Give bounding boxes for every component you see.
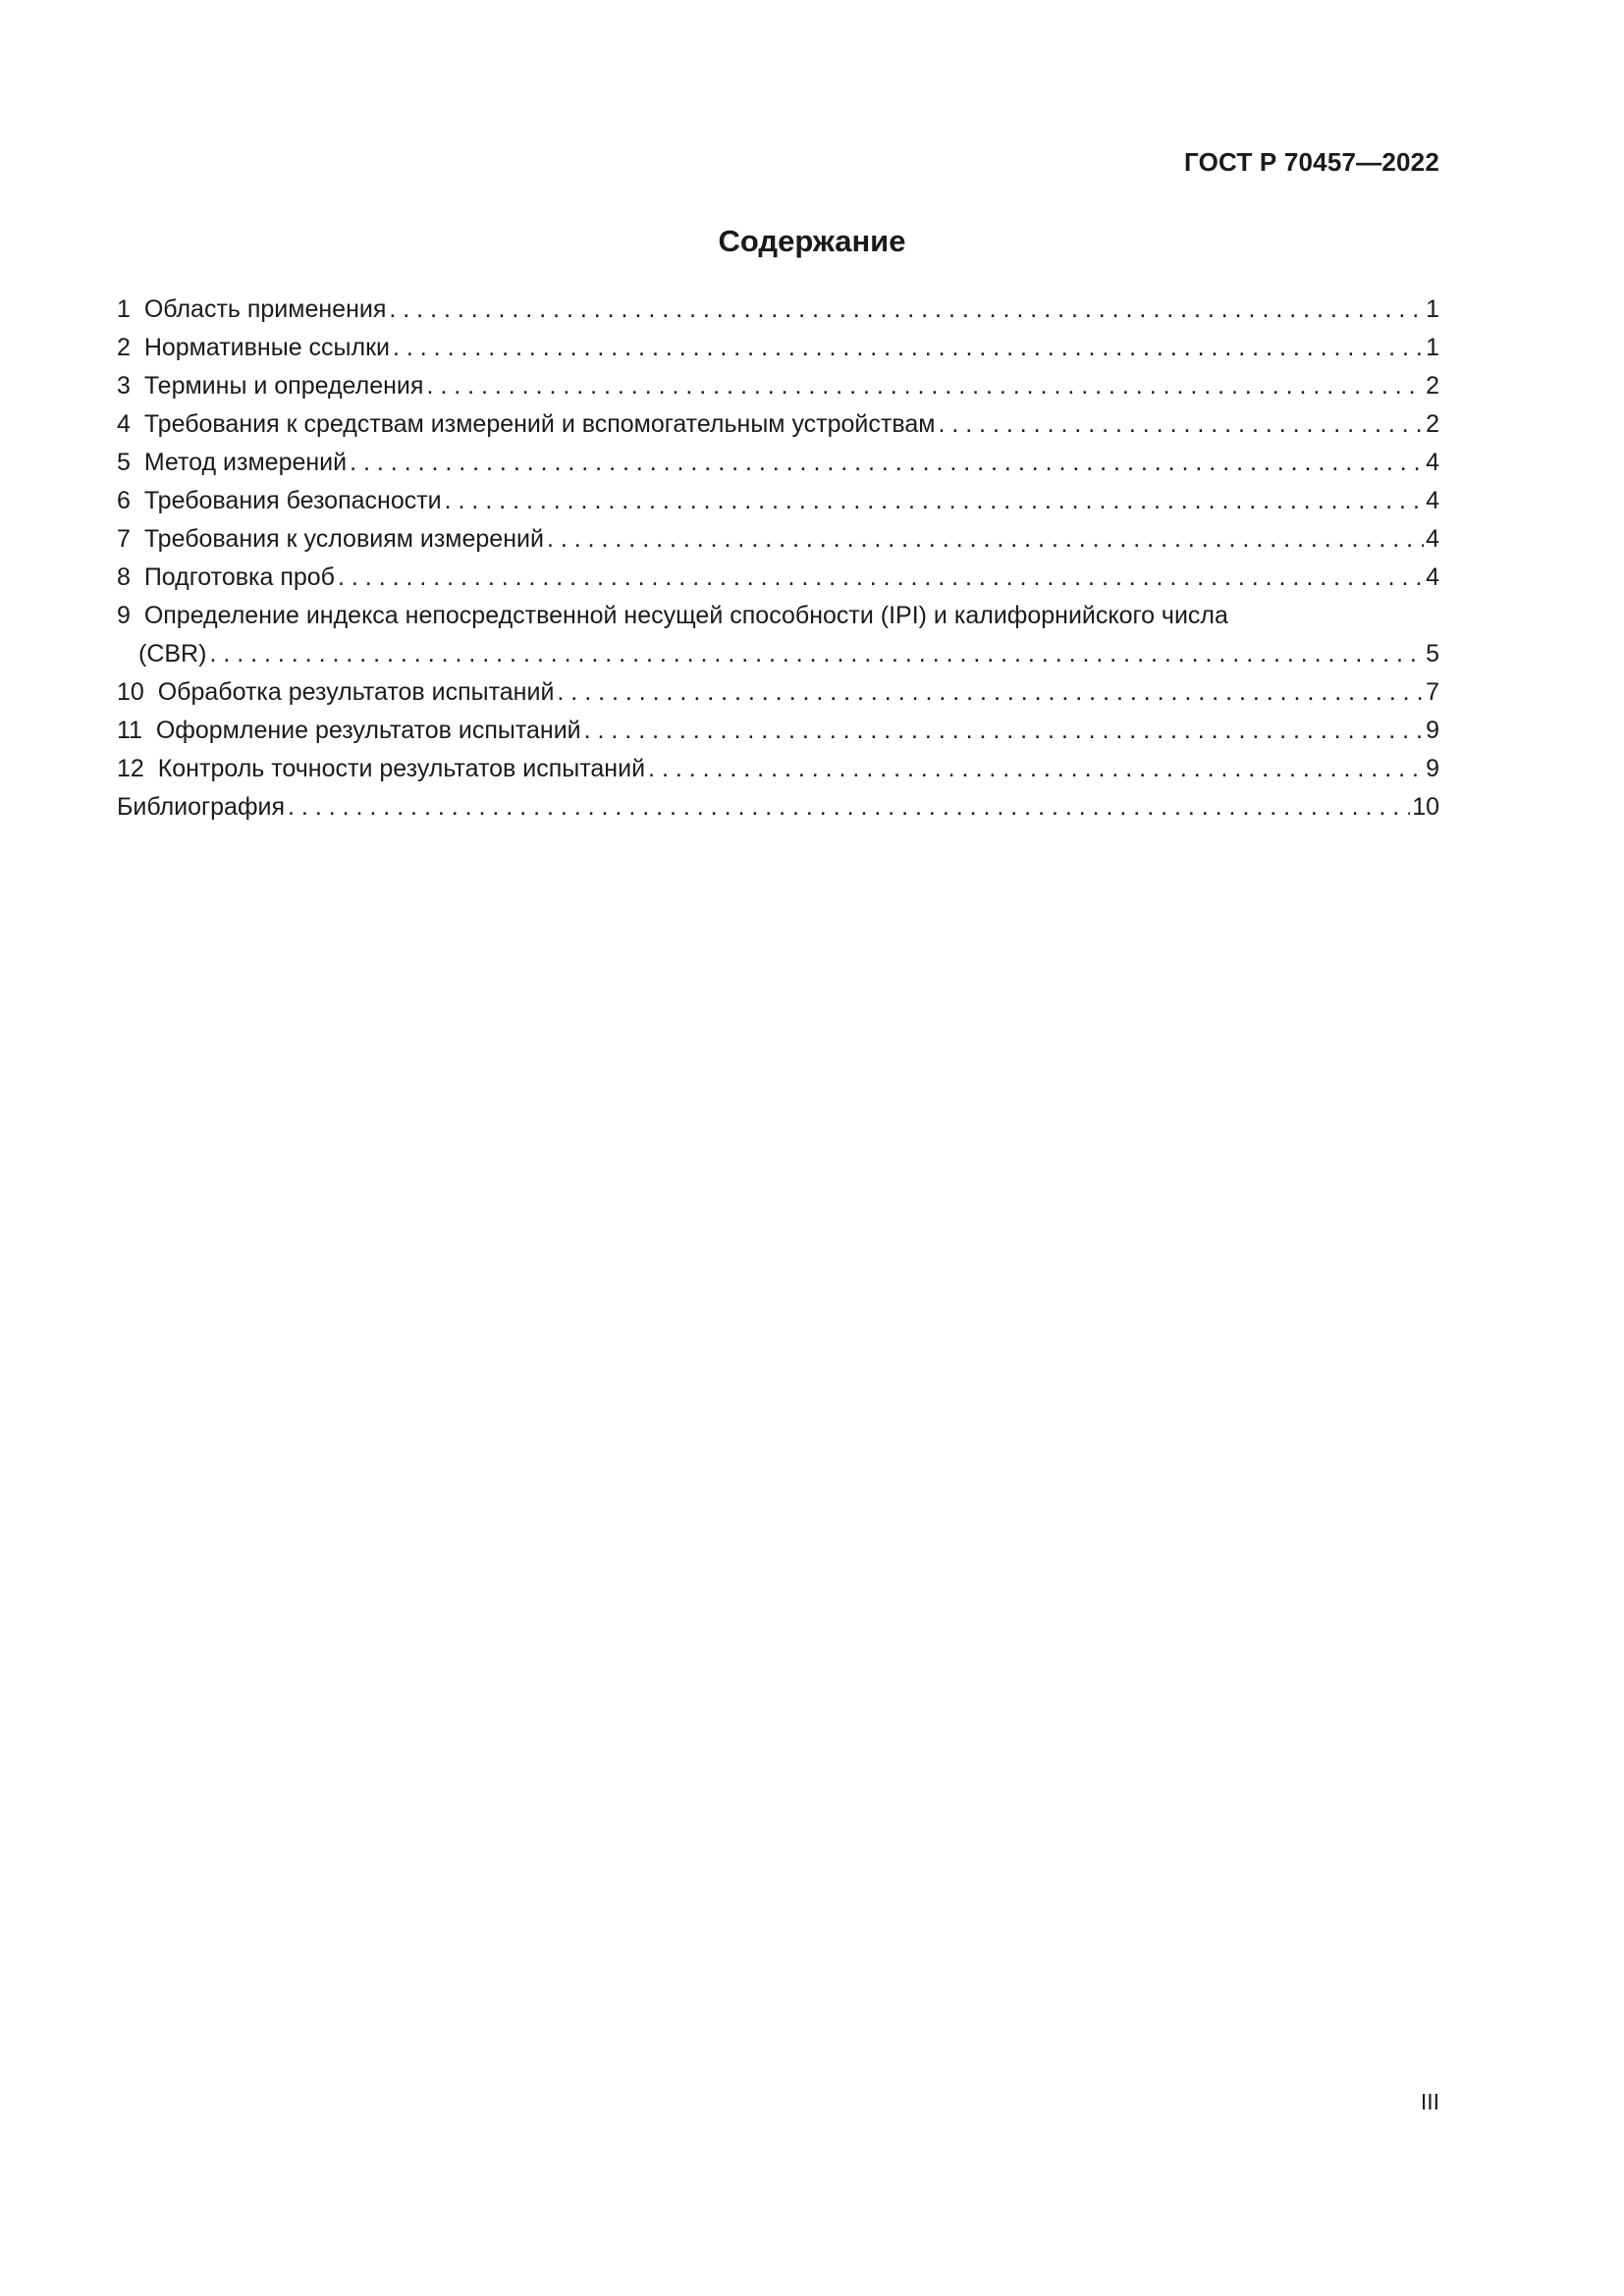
toc-entry[interactable] [117,750,1439,788]
toc-entry-page: 4 [1426,449,1439,476]
toc-entry[interactable] [117,405,1439,444]
toc-entry-page: 4 [1426,487,1439,514]
toc-entry[interactable] [117,597,1439,673]
toc-entry-title: Оформление результатов испытаний [155,717,581,744]
toc-entry-title: Требования безопасности [143,487,442,514]
toc-entry[interactable] [117,482,1439,520]
toc-entry-title: Определение индекса непосредственной несущей способности (IPI) и калифорнийского числа [143,602,1228,629]
dot-leader [584,712,1424,750]
toc-entry-page: 9 [1426,755,1439,782]
toc-entry-number: 5 [117,449,131,476]
toc-entry-page: 1 [1426,334,1439,361]
toc-entry-number: 12 [117,755,144,782]
toc-entry-number: 8 [117,563,131,591]
toc-entry-title: Нормативные ссылки [143,334,390,361]
toc-entry-page: 4 [1426,525,1439,553]
toc-entry-title: Библиография [117,793,286,821]
dot-leader [648,750,1424,788]
toc-entry[interactable] [117,367,1439,405]
toc-entry-page: 9 [1426,717,1439,744]
toc-entry-title: Контроль точности результатов испытаний [157,755,646,782]
toc-entry-page: 7 [1426,678,1439,706]
toc-entry[interactable] [117,673,1439,712]
dot-leader [288,788,1410,827]
toc-entry-title: Термины и определения [143,372,424,400]
toc-entry-page: 5 [1426,640,1439,667]
toc-entry-page: 2 [1426,372,1439,400]
toc-entry-number: 1 [117,295,131,323]
dot-leader [393,329,1424,367]
toc-entry[interactable] [117,788,1439,827]
toc-entry[interactable] [117,520,1439,559]
toc-entry-number: 3 [117,372,131,400]
toc-entry[interactable] [117,444,1439,482]
toc-entry-number: 11 [117,717,142,744]
toc-entry-title: Метод измерений [143,449,348,476]
toc-entry-page: 4 [1426,563,1439,591]
toc-entry-number: 10 [117,678,144,706]
document-code: ГОСТ Р 70457—2022 [1184,147,1439,177]
dot-leader [350,444,1424,482]
toc-entry-title: Подготовка проб [143,563,336,591]
dot-leader [557,673,1424,712]
toc-entry[interactable] [117,329,1439,367]
dot-leader [338,559,1424,597]
toc-entry-title: Обработка результатов испытаний [157,678,555,706]
toc-entry-page: 2 [1426,410,1439,438]
table-of-contents [117,291,1439,827]
toc-title: Содержание [718,224,906,258]
toc-entry-title: Требования к условиям измерений [143,525,544,553]
dot-leader [547,520,1424,559]
toc-entry[interactable] [117,291,1439,329]
toc-entry-title: Область применения [143,295,387,323]
toc-entry-number: 6 [117,487,131,514]
dot-leader [209,635,1424,673]
toc-entry-page: 10 [1412,793,1439,821]
toc-entry-number: 9 [117,602,131,629]
toc-entry-number: 7 [117,525,131,553]
toc-entry-title: Требования к средствам измерений и вспомогательным устройствам [143,410,936,438]
toc-entry-number: 2 [117,334,131,361]
dot-leader [445,482,1424,520]
toc-entry[interactable] [117,559,1439,597]
dot-leader [938,405,1424,444]
toc-entry-page: 1 [1426,295,1439,323]
toc-entry[interactable] [117,712,1439,750]
toc-entry-title-continuation: (CBR) [138,640,207,667]
dot-leader [389,291,1424,329]
dot-leader [426,367,1424,405]
toc-entry-number: 4 [117,410,131,438]
page-number: III [1420,2089,1439,2114]
